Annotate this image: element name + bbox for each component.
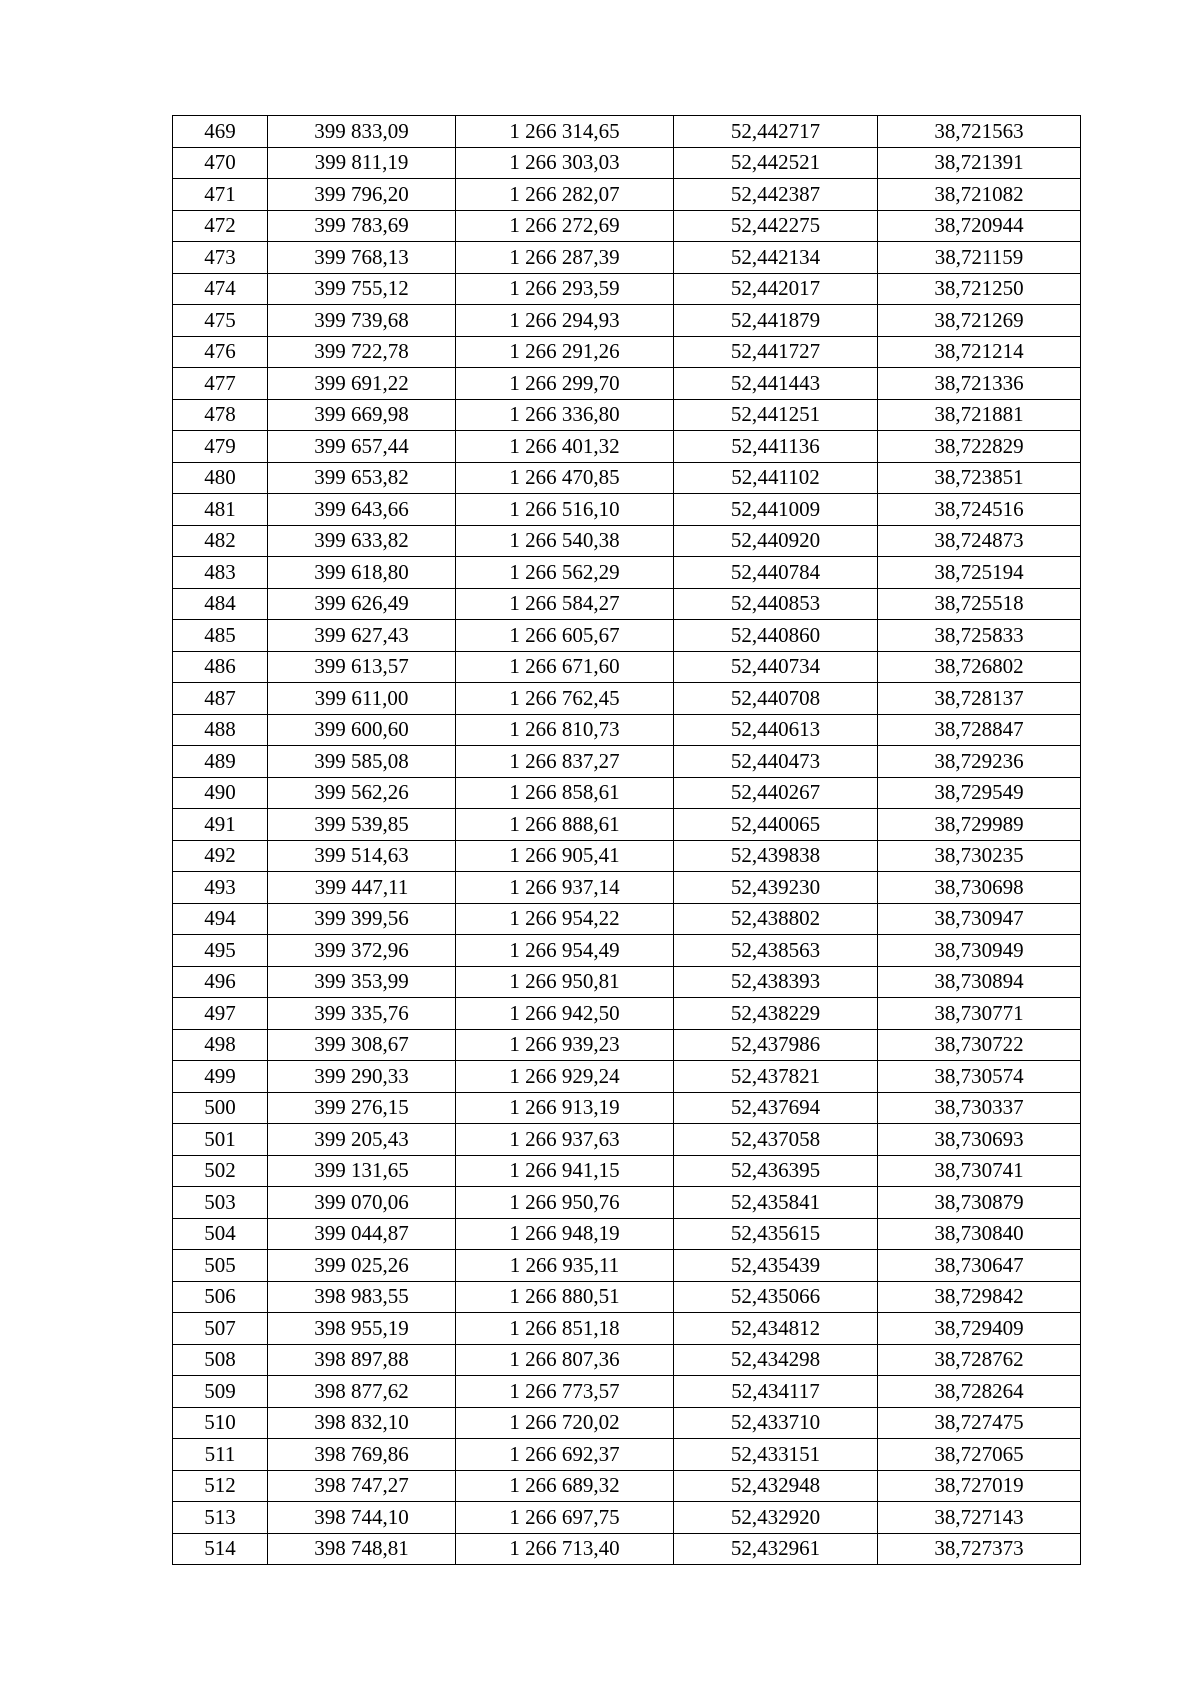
- longitude-cell: 38,728762: [878, 1344, 1081, 1376]
- latitude-cell: 52,435615: [674, 1218, 878, 1250]
- longitude-cell: 38,726802: [878, 651, 1081, 683]
- latitude-cell: 52,442134: [674, 242, 878, 274]
- y-coordinate-cell: 1 266 810,73: [456, 714, 674, 746]
- longitude-cell: 38,729549: [878, 777, 1081, 809]
- longitude-cell: 38,721336: [878, 368, 1081, 400]
- x-coordinate-cell: 399 514,63: [268, 840, 456, 872]
- y-coordinate-cell: 1 266 858,61: [456, 777, 674, 809]
- latitude-cell: 52,435841: [674, 1187, 878, 1219]
- point-number-cell: 502: [173, 1155, 268, 1187]
- x-coordinate-cell: 399 131,65: [268, 1155, 456, 1187]
- latitude-cell: 52,440853: [674, 588, 878, 620]
- point-number-cell: 503: [173, 1187, 268, 1219]
- x-coordinate-cell: 399 539,85: [268, 809, 456, 841]
- point-number-cell: 484: [173, 588, 268, 620]
- x-coordinate-cell: 399 025,26: [268, 1250, 456, 1282]
- table-row: [173, 494, 1081, 526]
- point-number-cell: 479: [173, 431, 268, 463]
- x-coordinate-cell: 399 796,20: [268, 179, 456, 211]
- longitude-cell: 38,728847: [878, 714, 1081, 746]
- x-coordinate-cell: 399 044,87: [268, 1218, 456, 1250]
- y-coordinate-cell: 1 266 272,69: [456, 210, 674, 242]
- longitude-cell: 38,721082: [878, 179, 1081, 211]
- table-row: [173, 147, 1081, 179]
- latitude-cell: 52,440613: [674, 714, 878, 746]
- y-coordinate-cell: 1 266 837,27: [456, 746, 674, 778]
- longitude-cell: 38,721391: [878, 147, 1081, 179]
- table-row: [173, 588, 1081, 620]
- y-coordinate-cell: 1 266 950,81: [456, 966, 674, 998]
- point-number-cell: 509: [173, 1376, 268, 1408]
- table-row: [173, 809, 1081, 841]
- longitude-cell: 38,723851: [878, 462, 1081, 494]
- table-row: [173, 1502, 1081, 1534]
- y-coordinate-cell: 1 266 720,02: [456, 1407, 674, 1439]
- point-number-cell: 476: [173, 336, 268, 368]
- point-number-cell: 487: [173, 683, 268, 715]
- longitude-cell: 38,730647: [878, 1250, 1081, 1282]
- point-number-cell: 493: [173, 872, 268, 904]
- latitude-cell: 52,438563: [674, 935, 878, 967]
- table-row: [173, 683, 1081, 715]
- latitude-cell: 52,442521: [674, 147, 878, 179]
- y-coordinate-cell: 1 266 905,41: [456, 840, 674, 872]
- point-number-cell: 512: [173, 1470, 268, 1502]
- y-coordinate-cell: 1 266 851,18: [456, 1313, 674, 1345]
- table-row: [173, 1187, 1081, 1219]
- latitude-cell: 52,432948: [674, 1470, 878, 1502]
- latitude-cell: 52,435066: [674, 1281, 878, 1313]
- y-coordinate-cell: 1 266 929,24: [456, 1061, 674, 1093]
- y-coordinate-cell: 1 266 913,19: [456, 1092, 674, 1124]
- x-coordinate-cell: 399 755,12: [268, 273, 456, 305]
- x-coordinate-cell: 399 308,67: [268, 1029, 456, 1061]
- table-row: [173, 368, 1081, 400]
- longitude-cell: 38,721159: [878, 242, 1081, 274]
- longitude-cell: 38,729989: [878, 809, 1081, 841]
- x-coordinate-cell: 399 613,57: [268, 651, 456, 683]
- table-row: [173, 935, 1081, 967]
- x-coordinate-cell: 398 744,10: [268, 1502, 456, 1534]
- x-coordinate-cell: 398 832,10: [268, 1407, 456, 1439]
- longitude-cell: 38,730879: [878, 1187, 1081, 1219]
- y-coordinate-cell: 1 266 336,80: [456, 399, 674, 431]
- coordinates-table-body: [173, 116, 1081, 1565]
- longitude-cell: 38,721881: [878, 399, 1081, 431]
- y-coordinate-cell: 1 266 294,93: [456, 305, 674, 337]
- latitude-cell: 52,441009: [674, 494, 878, 526]
- x-coordinate-cell: 399 585,08: [268, 746, 456, 778]
- table-row: [173, 336, 1081, 368]
- longitude-cell: 38,727373: [878, 1533, 1081, 1565]
- x-coordinate-cell: 399 070,06: [268, 1187, 456, 1219]
- point-number-cell: 485: [173, 620, 268, 652]
- point-number-cell: 496: [173, 966, 268, 998]
- longitude-cell: 38,730771: [878, 998, 1081, 1030]
- table-row: [173, 1092, 1081, 1124]
- latitude-cell: 52,434298: [674, 1344, 878, 1376]
- point-number-cell: 511: [173, 1439, 268, 1471]
- point-number-cell: 470: [173, 147, 268, 179]
- point-number-cell: 481: [173, 494, 268, 526]
- longitude-cell: 38,727475: [878, 1407, 1081, 1439]
- table-row: [173, 431, 1081, 463]
- point-number-cell: 483: [173, 557, 268, 589]
- table-row: [173, 966, 1081, 998]
- point-number-cell: 473: [173, 242, 268, 274]
- table-row: [173, 1439, 1081, 1471]
- point-number-cell: 469: [173, 116, 268, 148]
- x-coordinate-cell: 399 768,13: [268, 242, 456, 274]
- point-number-cell: 500: [173, 1092, 268, 1124]
- point-number-cell: 475: [173, 305, 268, 337]
- latitude-cell: 52,442017: [674, 273, 878, 305]
- latitude-cell: 52,432961: [674, 1533, 878, 1565]
- point-number-cell: 504: [173, 1218, 268, 1250]
- table-row: [173, 116, 1081, 148]
- x-coordinate-cell: 399 372,96: [268, 935, 456, 967]
- point-number-cell: 514: [173, 1533, 268, 1565]
- latitude-cell: 52,440734: [674, 651, 878, 683]
- latitude-cell: 52,440784: [674, 557, 878, 589]
- point-number-cell: 499: [173, 1061, 268, 1093]
- point-number-cell: 505: [173, 1250, 268, 1282]
- point-number-cell: 510: [173, 1407, 268, 1439]
- table-row: [173, 1029, 1081, 1061]
- point-number-cell: 495: [173, 935, 268, 967]
- x-coordinate-cell: 399 722,78: [268, 336, 456, 368]
- y-coordinate-cell: 1 266 671,60: [456, 651, 674, 683]
- table-row: [173, 525, 1081, 557]
- x-coordinate-cell: 398 897,88: [268, 1344, 456, 1376]
- longitude-cell: 38,730574: [878, 1061, 1081, 1093]
- x-coordinate-cell: 399 626,49: [268, 588, 456, 620]
- longitude-cell: 38,727019: [878, 1470, 1081, 1502]
- table-row: [173, 1281, 1081, 1313]
- point-number-cell: 477: [173, 368, 268, 400]
- x-coordinate-cell: 398 955,19: [268, 1313, 456, 1345]
- table-row: [173, 210, 1081, 242]
- table-row: [173, 1470, 1081, 1502]
- latitude-cell: 52,442717: [674, 116, 878, 148]
- x-coordinate-cell: 399 627,43: [268, 620, 456, 652]
- point-number-cell: 478: [173, 399, 268, 431]
- point-number-cell: 501: [173, 1124, 268, 1156]
- y-coordinate-cell: 1 266 689,32: [456, 1470, 674, 1502]
- table-row: [173, 1218, 1081, 1250]
- latitude-cell: 52,440267: [674, 777, 878, 809]
- table-row: [173, 399, 1081, 431]
- y-coordinate-cell: 1 266 954,22: [456, 903, 674, 935]
- table-row: [173, 1376, 1081, 1408]
- longitude-cell: 38,724873: [878, 525, 1081, 557]
- y-coordinate-cell: 1 266 314,65: [456, 116, 674, 148]
- y-coordinate-cell: 1 266 942,50: [456, 998, 674, 1030]
- longitude-cell: 38,730698: [878, 872, 1081, 904]
- point-number-cell: 474: [173, 273, 268, 305]
- y-coordinate-cell: 1 266 401,32: [456, 431, 674, 463]
- point-number-cell: 513: [173, 1502, 268, 1534]
- x-coordinate-cell: 398 769,86: [268, 1439, 456, 1471]
- x-coordinate-cell: 399 783,69: [268, 210, 456, 242]
- x-coordinate-cell: 399 811,19: [268, 147, 456, 179]
- x-coordinate-cell: 399 335,76: [268, 998, 456, 1030]
- longitude-cell: 38,722829: [878, 431, 1081, 463]
- latitude-cell: 52,436395: [674, 1155, 878, 1187]
- x-coordinate-cell: 399 353,99: [268, 966, 456, 998]
- longitude-cell: 38,728137: [878, 683, 1081, 715]
- table-row: [173, 872, 1081, 904]
- latitude-cell: 52,435439: [674, 1250, 878, 1282]
- table-row: [173, 1344, 1081, 1376]
- longitude-cell: 38,721214: [878, 336, 1081, 368]
- table-row: [173, 746, 1081, 778]
- table-row: [173, 998, 1081, 1030]
- x-coordinate-cell: 399 205,43: [268, 1124, 456, 1156]
- table-row: [173, 1313, 1081, 1345]
- latitude-cell: 52,434117: [674, 1376, 878, 1408]
- longitude-cell: 38,730235: [878, 840, 1081, 872]
- table-row: [173, 1533, 1081, 1565]
- y-coordinate-cell: 1 266 950,76: [456, 1187, 674, 1219]
- latitude-cell: 52,433151: [674, 1439, 878, 1471]
- x-coordinate-cell: 399 653,82: [268, 462, 456, 494]
- x-coordinate-cell: 399 633,82: [268, 525, 456, 557]
- longitude-cell: 38,725194: [878, 557, 1081, 589]
- x-coordinate-cell: 399 276,15: [268, 1092, 456, 1124]
- x-coordinate-cell: 399 643,66: [268, 494, 456, 526]
- longitude-cell: 38,725833: [878, 620, 1081, 652]
- y-coordinate-cell: 1 266 291,26: [456, 336, 674, 368]
- latitude-cell: 52,438802: [674, 903, 878, 935]
- latitude-cell: 52,437058: [674, 1124, 878, 1156]
- table-row: [173, 1250, 1081, 1282]
- latitude-cell: 52,437986: [674, 1029, 878, 1061]
- x-coordinate-cell: 399 290,33: [268, 1061, 456, 1093]
- table-row: [173, 179, 1081, 211]
- point-number-cell: 471: [173, 179, 268, 211]
- point-number-cell: 508: [173, 1344, 268, 1376]
- x-coordinate-cell: 398 877,62: [268, 1376, 456, 1408]
- x-coordinate-cell: 399 600,60: [268, 714, 456, 746]
- latitude-cell: 52,437821: [674, 1061, 878, 1093]
- y-coordinate-cell: 1 266 516,10: [456, 494, 674, 526]
- y-coordinate-cell: 1 266 954,49: [456, 935, 674, 967]
- latitude-cell: 52,432920: [674, 1502, 878, 1534]
- longitude-cell: 38,729842: [878, 1281, 1081, 1313]
- x-coordinate-cell: 398 747,27: [268, 1470, 456, 1502]
- table-row: [173, 651, 1081, 683]
- point-number-cell: 482: [173, 525, 268, 557]
- longitude-cell: 38,730840: [878, 1218, 1081, 1250]
- latitude-cell: 52,440065: [674, 809, 878, 841]
- latitude-cell: 52,439838: [674, 840, 878, 872]
- table-row: [173, 1407, 1081, 1439]
- x-coordinate-cell: 399 669,98: [268, 399, 456, 431]
- y-coordinate-cell: 1 266 692,37: [456, 1439, 674, 1471]
- x-coordinate-cell: 399 833,09: [268, 116, 456, 148]
- x-coordinate-cell: 399 739,68: [268, 305, 456, 337]
- latitude-cell: 52,440473: [674, 746, 878, 778]
- longitude-cell: 38,729409: [878, 1313, 1081, 1345]
- y-coordinate-cell: 1 266 880,51: [456, 1281, 674, 1313]
- y-coordinate-cell: 1 266 935,11: [456, 1250, 674, 1282]
- point-number-cell: 507: [173, 1313, 268, 1345]
- longitude-cell: 38,721563: [878, 116, 1081, 148]
- point-number-cell: 491: [173, 809, 268, 841]
- longitude-cell: 38,730693: [878, 1124, 1081, 1156]
- point-number-cell: 489: [173, 746, 268, 778]
- coordinates-table: [172, 115, 1081, 1565]
- latitude-cell: 52,440860: [674, 620, 878, 652]
- longitude-cell: 38,729236: [878, 746, 1081, 778]
- point-number-cell: 492: [173, 840, 268, 872]
- x-coordinate-cell: 399 611,00: [268, 683, 456, 715]
- latitude-cell: 52,441879: [674, 305, 878, 337]
- point-number-cell: 486: [173, 651, 268, 683]
- y-coordinate-cell: 1 266 605,67: [456, 620, 674, 652]
- table-row: [173, 840, 1081, 872]
- point-number-cell: 494: [173, 903, 268, 935]
- point-number-cell: 497: [173, 998, 268, 1030]
- latitude-cell: 52,439230: [674, 872, 878, 904]
- latitude-cell: 52,437694: [674, 1092, 878, 1124]
- table-row: [173, 305, 1081, 337]
- latitude-cell: 52,442387: [674, 179, 878, 211]
- latitude-cell: 52,438393: [674, 966, 878, 998]
- x-coordinate-cell: 398 983,55: [268, 1281, 456, 1313]
- y-coordinate-cell: 1 266 287,39: [456, 242, 674, 274]
- longitude-cell: 38,725518: [878, 588, 1081, 620]
- point-number-cell: 490: [173, 777, 268, 809]
- longitude-cell: 38,721269: [878, 305, 1081, 337]
- latitude-cell: 52,441136: [674, 431, 878, 463]
- table-row: [173, 1061, 1081, 1093]
- y-coordinate-cell: 1 266 293,59: [456, 273, 674, 305]
- point-number-cell: 480: [173, 462, 268, 494]
- point-number-cell: 472: [173, 210, 268, 242]
- y-coordinate-cell: 1 266 697,75: [456, 1502, 674, 1534]
- y-coordinate-cell: 1 266 888,61: [456, 809, 674, 841]
- longitude-cell: 38,720944: [878, 210, 1081, 242]
- y-coordinate-cell: 1 266 807,36: [456, 1344, 674, 1376]
- latitude-cell: 52,434812: [674, 1313, 878, 1345]
- table-row: [173, 242, 1081, 274]
- y-coordinate-cell: 1 266 540,38: [456, 525, 674, 557]
- y-coordinate-cell: 1 266 773,57: [456, 1376, 674, 1408]
- longitude-cell: 38,730947: [878, 903, 1081, 935]
- x-coordinate-cell: 399 562,26: [268, 777, 456, 809]
- table-row: [173, 903, 1081, 935]
- x-coordinate-cell: 399 399,56: [268, 903, 456, 935]
- table-row: [173, 620, 1081, 652]
- latitude-cell: 52,441102: [674, 462, 878, 494]
- longitude-cell: 38,721250: [878, 273, 1081, 305]
- y-coordinate-cell: 1 266 937,14: [456, 872, 674, 904]
- latitude-cell: 52,440708: [674, 683, 878, 715]
- longitude-cell: 38,730337: [878, 1092, 1081, 1124]
- latitude-cell: 52,441251: [674, 399, 878, 431]
- latitude-cell: 52,442275: [674, 210, 878, 242]
- longitude-cell: 38,730722: [878, 1029, 1081, 1061]
- table-row: [173, 1155, 1081, 1187]
- longitude-cell: 38,730741: [878, 1155, 1081, 1187]
- table-row: [173, 273, 1081, 305]
- table-row: [173, 462, 1081, 494]
- point-number-cell: 498: [173, 1029, 268, 1061]
- point-number-cell: 488: [173, 714, 268, 746]
- y-coordinate-cell: 1 266 282,07: [456, 179, 674, 211]
- y-coordinate-cell: 1 266 941,15: [456, 1155, 674, 1187]
- longitude-cell: 38,727065: [878, 1439, 1081, 1471]
- x-coordinate-cell: 399 447,11: [268, 872, 456, 904]
- y-coordinate-cell: 1 266 562,29: [456, 557, 674, 589]
- y-coordinate-cell: 1 266 470,85: [456, 462, 674, 494]
- latitude-cell: 52,441727: [674, 336, 878, 368]
- table-row: [173, 557, 1081, 589]
- y-coordinate-cell: 1 266 948,19: [456, 1218, 674, 1250]
- longitude-cell: 38,730894: [878, 966, 1081, 998]
- y-coordinate-cell: 1 266 303,03: [456, 147, 674, 179]
- point-number-cell: 506: [173, 1281, 268, 1313]
- table-row: [173, 714, 1081, 746]
- y-coordinate-cell: 1 266 299,70: [456, 368, 674, 400]
- x-coordinate-cell: 399 691,22: [268, 368, 456, 400]
- x-coordinate-cell: 398 748,81: [268, 1533, 456, 1565]
- y-coordinate-cell: 1 266 762,45: [456, 683, 674, 715]
- latitude-cell: 52,440920: [674, 525, 878, 557]
- y-coordinate-cell: 1 266 937,63: [456, 1124, 674, 1156]
- y-coordinate-cell: 1 266 584,27: [456, 588, 674, 620]
- y-coordinate-cell: 1 266 939,23: [456, 1029, 674, 1061]
- x-coordinate-cell: 399 657,44: [268, 431, 456, 463]
- latitude-cell: 52,438229: [674, 998, 878, 1030]
- table-row: [173, 1124, 1081, 1156]
- longitude-cell: 38,730949: [878, 935, 1081, 967]
- longitude-cell: 38,728264: [878, 1376, 1081, 1408]
- y-coordinate-cell: 1 266 713,40: [456, 1533, 674, 1565]
- latitude-cell: 52,441443: [674, 368, 878, 400]
- x-coordinate-cell: 399 618,80: [268, 557, 456, 589]
- longitude-cell: 38,727143: [878, 1502, 1081, 1534]
- table-row: [173, 777, 1081, 809]
- latitude-cell: 52,433710: [674, 1407, 878, 1439]
- longitude-cell: 38,724516: [878, 494, 1081, 526]
